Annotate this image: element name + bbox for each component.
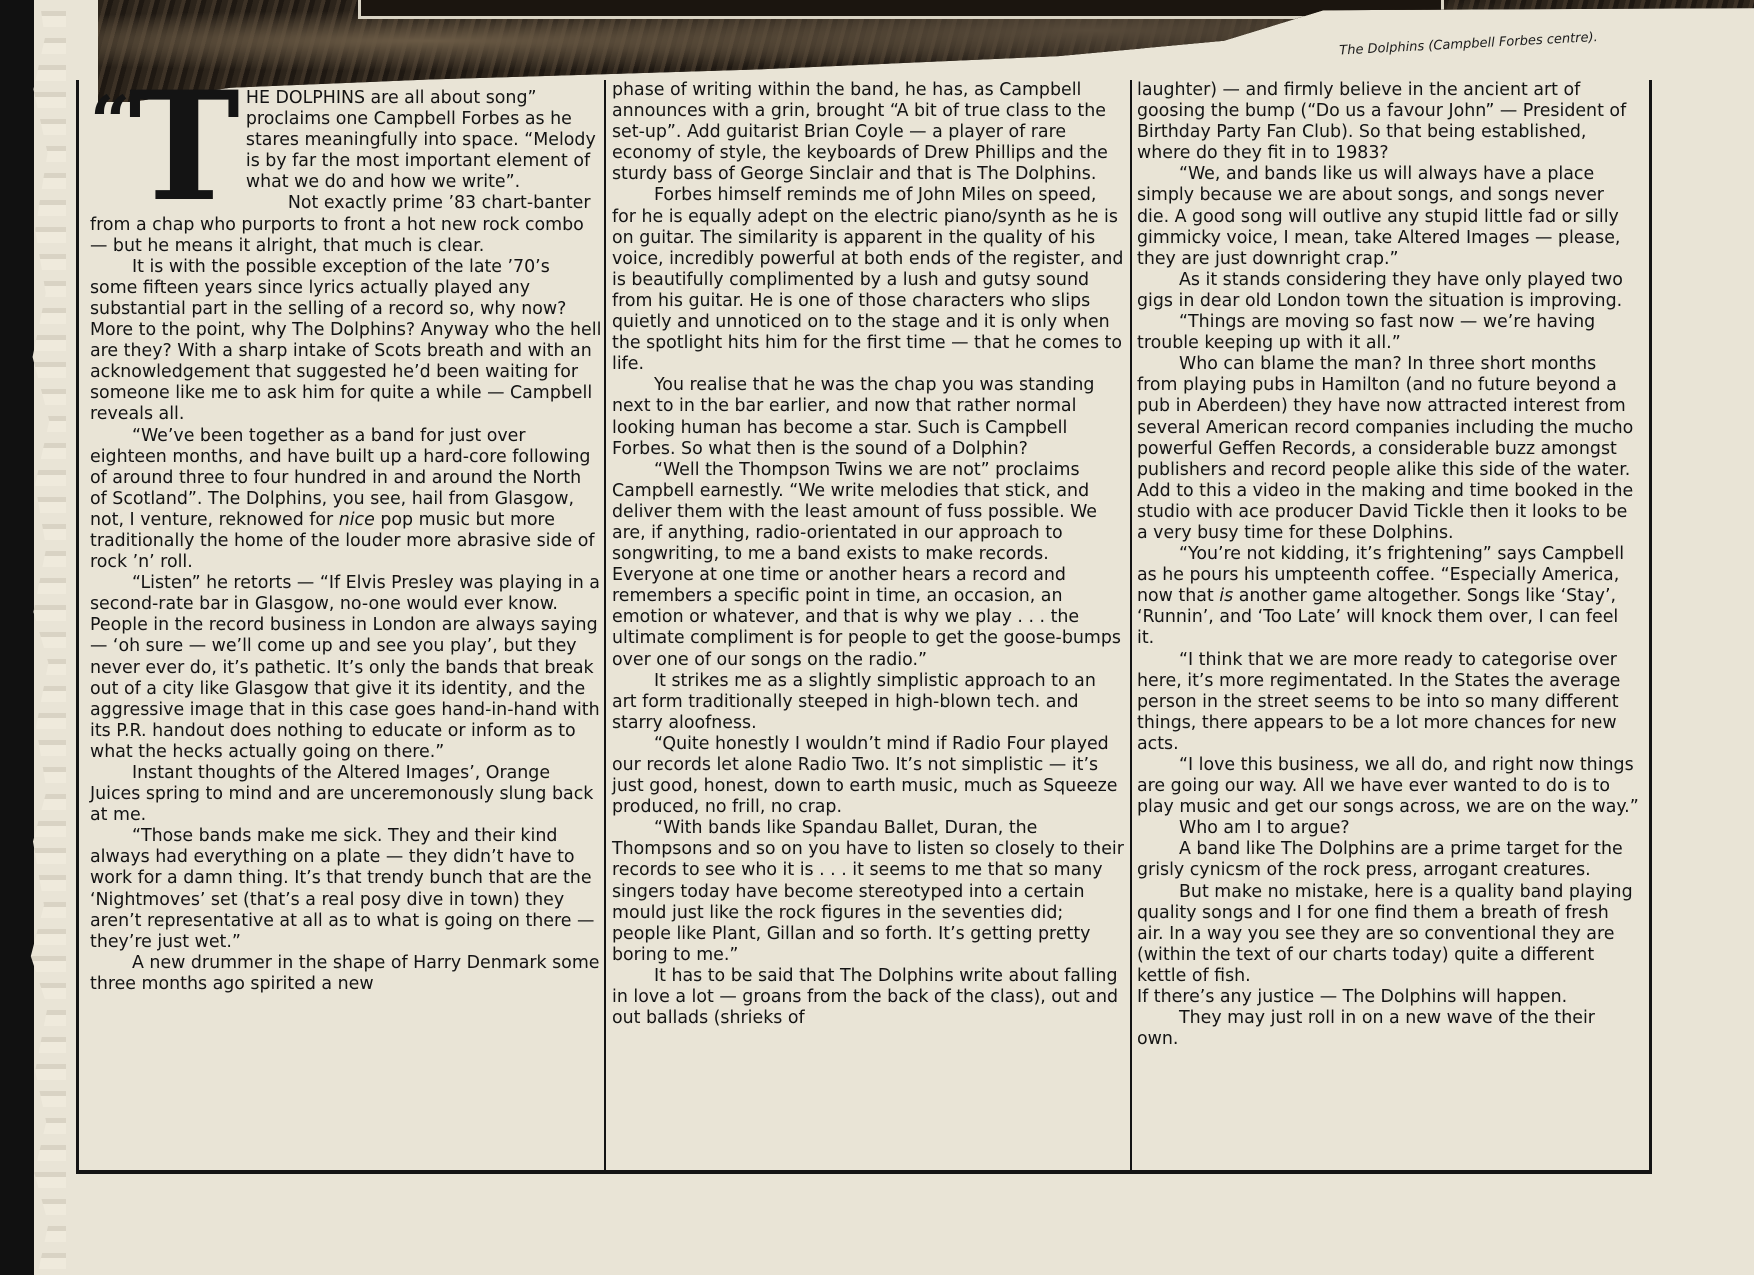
paragraph: They may just roll in on a new wave of the their own. xyxy=(1137,1008,1595,1050)
paragraph: As it stands considering they have only played two gigs in dear old London town the situation is improving. xyxy=(1137,269,1623,311)
paragraph xyxy=(90,426,602,574)
paragraph: It has to be said that The Dolphins write about falling in love a lot — groans from the back of the class), out and out ballads (shrieks of xyxy=(612,965,1119,1029)
paragraph: Instant thoughts of the Altered Images’, Orange Juices spring to mind and are unceremonously slung back at me. xyxy=(90,763,594,826)
paragraph: A band like The Dolphins are a prime target for the grisly cynicsm of the rock press, arrogant creatures. xyxy=(1137,839,1623,881)
paragraph: Forbes himself reminds me of John Miles on speed, for he is equally adept on the electric piano/synth as he is on guitar. The similarity is apparent in the quality of his voice, incredibly powerful at both ends of the register, and is beautifully complimented by a lush and gutsy sound from his guitar. He is one of those characters who slips quietly and unnoticed on to the stage and it is only when the spotlight hits him for the first time — that he comes to life. xyxy=(612,185,1124,375)
drop-cap xyxy=(90,80,240,235)
column-divider xyxy=(1130,80,1132,1170)
paragraph: “I think that we are more ready to categorise over here, it’s more regimentated. In the States the average person in the street seems to be into so many different things, there appears to be a lot more chances for new acts. xyxy=(1137,649,1621,754)
paragraph: “Listen” he retorts — “If Elvis Presley was playing in a second-rate bar in Glasgow, no-one would ever know. People in the record business in London are always saying — ‘oh sure — we’ll come up and see you play’, but they never ever do, it’s pathetic. It’s only the bands that break out of a city like Glasgow that give it its identity, and the aggressive image that in this case goes hand-in-hand with its P.R. handout does nothing to educate or inform as to what the hecks actually going on there.” xyxy=(90,573,600,762)
paragraph: Who am I to argue? xyxy=(1179,818,1350,839)
paragraph: But make no mistake, here is a quality band playing quality songs and I for one find them a breath of fresh air. In a way you see they are so conventional they are (within the text of our charts today) quite a different kettle of fish. xyxy=(1137,881,1633,986)
paragraph: “I love this business, we all do, and right now things are going our way. All we have ever wanted to do is to play music and get our songs across, we are on the way.” xyxy=(1137,755,1639,818)
paragraph: A new drummer in the shape of Harry Denmark some three months ago spirited a new xyxy=(90,952,600,994)
paragraph: “Well the Thompson Twins we are not” proclaims Campbell earnestly. “We write melodies that stick, and deliver them with the least amount of fuss possible. We are, if anything, radio-orientated in our approach to songwriting, to me a band exists to make records. Everyone at one time or another hears a record and remembers a specific point in time, an occasion, an emotion or whatever, and that is why we play . . . the ultimate compliment is for people to get the goose-bumps over one of our songs on the radio.” xyxy=(612,459,1121,670)
drop-cap-letter: T xyxy=(128,80,240,235)
article-column-2 xyxy=(608,80,1128,1170)
paragraph: “Those bands make me sick. They and their kind always had everything on a plate — they didn’t have to work for a damn thing. It’s that trendy bunch that are the ‘Nightmoves’ set (that’s a real posy dive in town) they aren’t representative at all as to what is going on there — they’re just wet.” xyxy=(90,826,595,952)
text-run: pop music but more traditionally the home of the louder more abrasive side of rock ’n’ roll. xyxy=(90,509,595,573)
paragraph: It strikes me as a slightly simplistic approach to an art form traditionally steeped in high-blown tech. and starry aloofness. xyxy=(612,670,1096,733)
paragraph: laughter) — and firmly believe in the ancient art of goosing the bump (“Do us a favour John” — President of Birthday Party Fan Club). So that being established, where do they fit in to 1983? xyxy=(1137,80,1627,164)
article-column-3 xyxy=(1133,80,1643,1170)
photo-frame xyxy=(358,0,1444,19)
text-run: “You’re not kidding, it’s frightening” says Campbell as he pours his umpteenth coffee. “Especially America, now that xyxy=(1137,544,1625,607)
paragraph: “Quite honestly I wouldn’t mind if Radio Four played our records let alone Radio Two. It’s not simplistic — it’s just good, honest, down to earth music, much as Squeeze produced, no frill, no crap. xyxy=(612,733,1118,818)
paragraph: If there’s any justice — The Dolphins will happen. xyxy=(1137,987,1568,1008)
photo-caption: The Dolphins (Campbell Forbes centre). xyxy=(1339,30,1599,59)
paragraph: “Things are moving so fast now — we’re having trouble keeping up with it all.” xyxy=(1137,312,1596,354)
article-column-1 xyxy=(86,80,606,1170)
text-run: “We’ve been together as a band for just over eighteen months, and have built up a hard-core following of around three to four hundred in and around the North of Scotland”. The Dolphins, you see, hail from Glasgow, not, I venture, reknowed for xyxy=(90,425,591,530)
drop-cap-quote: “ xyxy=(90,80,125,163)
paragraph: HE DOLPHINS are all about song” proclaims one Campbell Forbes as he stares meaningfully into space. “Melody is by far the most important element of what we do and how we write”. xyxy=(245,88,596,193)
paragraph: Who can blame the man? In three short months from playing pubs in Hamilton (and no future beyond a pub in Aberdeen) they have now attracted interest from several American record companies including the mucho powerful Geffen Records, a considerable buzz amongst publishers and record people alike this side of the water. Add to this a video in the making and time booked in the studio with ace producer David Tickle then it looks to be a very busy time for these Dolphins. xyxy=(1137,354,1634,543)
paragraph: “With bands like Spandau Ballet, Duran, the Thompsons and so on you have to listen so closely to their records to see who it is . . . it seems to me that so many singers today have become stereotyped into a certain mould just like the rock figures in the seventies did; people like Plant, Gillan and so forth. It’s getting pretty boring to me.” xyxy=(612,818,1124,965)
text-run: another game altogether. Songs like ‘Stay’, ‘Runnin’, and ‘Too Late’ will knock them over, I can feel it. xyxy=(1137,586,1619,649)
paragraph: phase of writing within the band, he has, as Campbell announces with a grin, brought “A bit of true class to the set-up”. Add guitarist Brian Coyle — a player of rare economy of style, the keyboards of Drew Phillips and the sturdy bass of George Sinclair and that is The Dolphins. xyxy=(612,80,1108,185)
emphasis: is xyxy=(1219,586,1234,607)
paragraph: “We, and bands like us will always have a place simply because we are about songs, and songs never die. A good song will outlive any stupid little fad or silly gimmicky voice, I mean, take Altered Images — please, they are just downright crap.” xyxy=(1137,164,1621,269)
paragraph: It is with the possible exception of the late ’70’s some fifteen years since lyrics actually played any substantial part in the selling of a record so, why now? More to the point, why The Dolphins? Anyway who the hell are they? With a sharp intake of Scots breath and with an acknowledgement that suggested he’d been waiting for someone like me to ask him for quite a while — Campbell reveals all. xyxy=(90,256,602,425)
paragraph xyxy=(1137,544,1639,649)
paragraph: You realise that he was the chap you was standing next to in the bar earlier, and now that rather normal looking human has become a star. Such is Campbell Forbes. So what then is the sound of a Dolphin? xyxy=(612,375,1095,459)
scan-shadow xyxy=(0,0,34,1275)
paragraph: Not exactly prime ’83 chart-banter from a chap who purports to front a hot new rock combo — but he means it alright, that much is clear. xyxy=(90,193,591,256)
emphasis: nice xyxy=(338,509,375,530)
